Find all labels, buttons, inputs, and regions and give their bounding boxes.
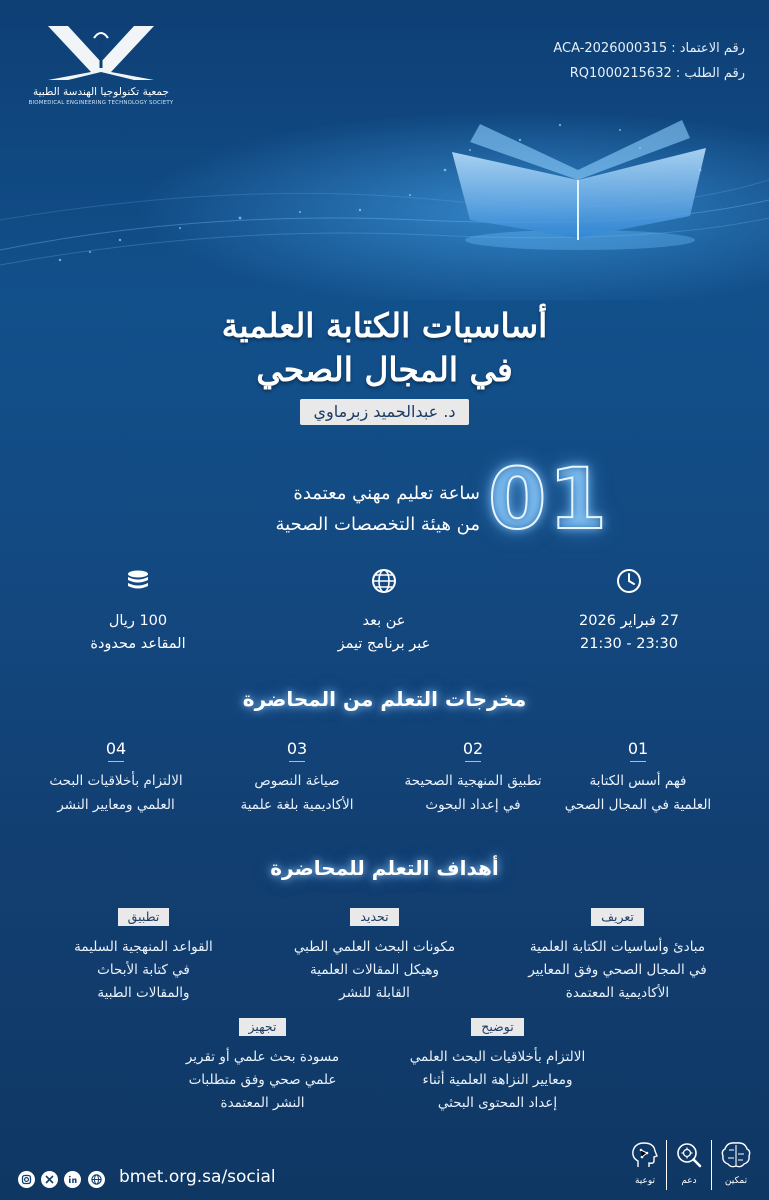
- cpd-hours-number: 01: [488, 450, 609, 548]
- objective-line1: مسودة بحث علمي أو تقرير: [185, 1049, 340, 1065]
- outcome-line2: العلمية في المجال الصحي: [564, 797, 712, 813]
- outcome-item: [31, 739, 201, 817]
- info-price: [33, 610, 243, 656]
- objective-line3: والمقالات الطبية: [97, 985, 190, 1001]
- objective-tag: تعريف: [591, 908, 644, 926]
- info-location: [279, 610, 489, 656]
- cpd-hours-line2: من هيئة التخصصات الصحية: [275, 514, 480, 535]
- objective-line1: القواعد المنهجية السليمة: [74, 939, 213, 955]
- instagram-icon[interactable]: [18, 1171, 35, 1188]
- outcome-line1: فهم أسس الكتابة: [589, 773, 687, 789]
- objective-tag: تحديد: [350, 908, 398, 926]
- objective-tag: تجهيز: [239, 1018, 287, 1036]
- outcome-line2: العلمي ومعايير النشر: [57, 797, 175, 813]
- request-value: RQ1000215632: [569, 66, 672, 81]
- brand-tamkeen: [718, 1140, 754, 1186]
- objective-line2: وهيكل المقالات العلمية: [310, 962, 439, 978]
- request-row: [485, 61, 745, 86]
- coins-icon: [124, 567, 152, 599]
- objective-item: [380, 1016, 615, 1115]
- outcome-item: [212, 739, 382, 817]
- objective-tag: تطبيق: [118, 908, 170, 926]
- brand-tawiya: [627, 1140, 663, 1186]
- event-platform: عبر برنامج تيمز: [337, 636, 431, 652]
- objective-line2: في كتابة الأبحاث: [97, 962, 190, 978]
- globe-icon: [370, 567, 398, 599]
- clock-icon: [615, 567, 643, 599]
- outcome-divider: [108, 761, 124, 762]
- event-date: 27 فبراير 2026: [579, 613, 679, 629]
- objective-text: [500, 936, 735, 1005]
- accreditation-row: [485, 36, 745, 61]
- objectives-title: أهداف التعلم للمحاضرة: [270, 856, 499, 880]
- outcome-number: 02: [462, 739, 484, 758]
- cpd-hours-line1: ساعة تعليم مهني معتمدة: [293, 483, 480, 504]
- outcome-number: 01: [627, 739, 649, 758]
- brand-divider: [711, 1140, 712, 1190]
- brain-circuit-icon: [719, 1140, 753, 1170]
- objective-line1: الالتزام بأخلاقيات البحث العلمي: [409, 1049, 586, 1065]
- objective-item: [26, 906, 261, 1005]
- x-icon[interactable]: [41, 1171, 58, 1188]
- head-circuit-icon: [628, 1140, 662, 1170]
- objective-line2: ومعايير النزاهة العلمية أثناء: [422, 1072, 573, 1088]
- info-date: [524, 610, 734, 656]
- objective-line3: إعداد المحتوى البحثي: [437, 1095, 558, 1111]
- objective-line3: الأكاديمية المعتمدة: [565, 985, 670, 1001]
- cpd-hours-text: [200, 478, 480, 540]
- course-title-line1: أساسيات الكتابة العلمية: [221, 306, 548, 345]
- brand-label: دعم: [681, 1176, 697, 1186]
- objective-text: [145, 1046, 380, 1115]
- outcome-divider: [289, 761, 305, 762]
- org-name-ar: جمعية تكنولوجيا الهندسة الطبية: [33, 86, 169, 98]
- globe-icon[interactable]: [88, 1171, 105, 1188]
- objective-tag: توضيح: [471, 1018, 523, 1036]
- objective-item: [145, 1016, 380, 1115]
- objective-line3: القابلة للنشر: [339, 985, 410, 1001]
- outcome-divider: [630, 761, 646, 762]
- outcome-item: [388, 739, 558, 817]
- event-mode: عن بعد: [362, 613, 406, 629]
- website-link[interactable]: bmet.org.sa/social: [119, 1167, 276, 1187]
- brand-divider: [666, 1140, 667, 1190]
- objective-text: [26, 936, 261, 1005]
- accreditation-label: رقم الاعتماد :: [671, 41, 745, 56]
- outcome-divider: [465, 761, 481, 762]
- brand-label: تمكين: [724, 1176, 748, 1186]
- accreditation-value: ACA-2026000315: [553, 41, 668, 56]
- xx-logo-mark: [42, 22, 160, 84]
- outcome-line2: في إعداد البحوث: [425, 797, 521, 813]
- event-price: 100 ريال: [108, 613, 168, 629]
- speaker-name: د. عبدالحميد زبرماوي: [300, 399, 470, 425]
- objective-line1: مكونات البحث العلمي الطبي: [293, 939, 456, 955]
- request-label: رقم الطلب :: [675, 66, 745, 81]
- outcome-number: 04: [105, 739, 127, 758]
- outcome-line1: الالتزام بأخلاقيات البحث: [49, 773, 183, 789]
- course-title-line2: في المجال الصحي: [256, 350, 513, 389]
- event-time: 21:30 - 23:30: [579, 636, 679, 652]
- outcome-item: [553, 739, 723, 817]
- objective-line2: علمي صحي وفق متطلبات: [188, 1072, 337, 1088]
- objective-line1: مبادئ وأساسيات الكتابة العلمية: [529, 939, 706, 955]
- reference-numbers: [485, 36, 745, 86]
- objective-text: [257, 936, 492, 1005]
- linkedin-icon[interactable]: [64, 1171, 81, 1188]
- seats-note: المقاعد محدودة: [90, 636, 186, 652]
- outcome-line1: صياغة النصوص: [254, 773, 340, 789]
- objective-item: [257, 906, 492, 1005]
- objective-item: [500, 906, 735, 1005]
- brand-label: توعية: [634, 1176, 656, 1186]
- brand-daam: [671, 1140, 707, 1186]
- digital-book-illustration: [0, 100, 769, 300]
- outcome-number: 03: [286, 739, 308, 758]
- outcome-line1: تطبيق المنهجية الصحيحة: [404, 773, 542, 789]
- outcomes-title: مخرجات التعلم من المحاضرة: [242, 687, 527, 711]
- objective-line2: في المجال الصحي وفق المعايير: [528, 962, 707, 978]
- outcome-line2: الأكاديمية بلغة علمية: [240, 797, 354, 813]
- objective-text: [380, 1046, 615, 1115]
- org-logo: [26, 22, 176, 106]
- objective-line3: النشر المعتمدة: [220, 1095, 305, 1111]
- speaker-row: [0, 399, 769, 425]
- magnifier-gear-icon: [672, 1140, 706, 1170]
